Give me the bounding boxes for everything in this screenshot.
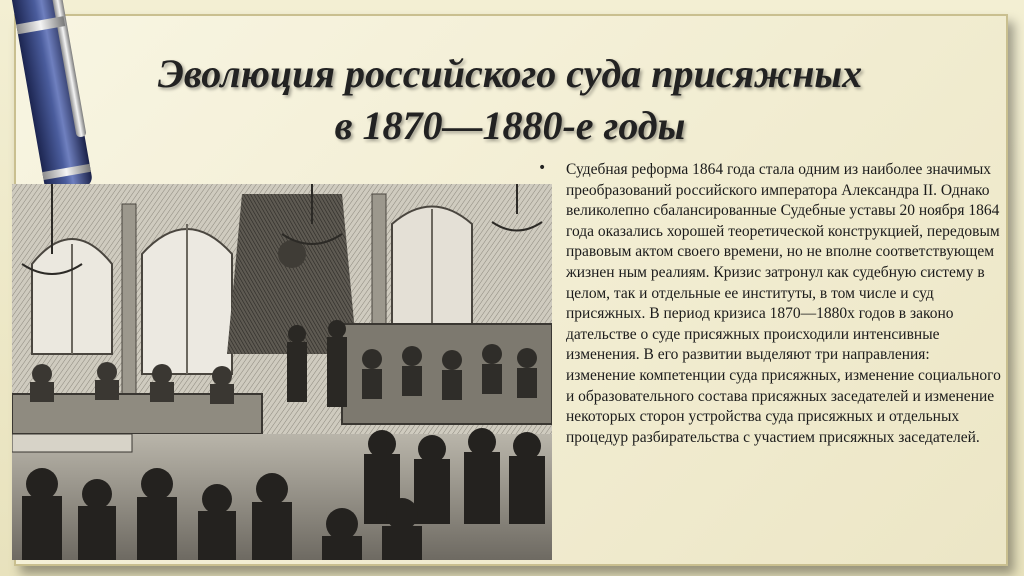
bullet-marker: • bbox=[538, 160, 547, 176]
courtroom-engraving-graphic bbox=[12, 184, 552, 560]
slide-title bbox=[70, 48, 950, 152]
courtroom-illustration bbox=[12, 184, 552, 560]
body-text-block bbox=[538, 160, 1002, 448]
title-line-1: Эволюция российского суда присяжных bbox=[157, 51, 863, 96]
title-line-2: в 1870—1880-е годы bbox=[334, 103, 686, 148]
body-paragraph: Судебная реформа 1864 года стала одним из наиболее значимых преобразований российского императора Александра II. Однако великолепно сбалансированные Судебные уставы 20 ноября 1864 года оказались хорошей теоретической конструкцией, передовым правовым актом своего времени, но не вполне соответствующем жизнен ным реалиям. Кризис затронул как судебную систему в целом, так и отдельные ее институты, в том числе и суд присяжных. В период кризиса 1870—1880х годов в законо дательстве о суде присяжных происходили интенсивные изменения. В его развитии выделяют три направления: изменение компетенции суда присяжных, изменение социального и образовательного состава присяжных заседателей и изменение некоторых сторон устройства суда присяжных и отдельных процедур разбирательства с участием присяжных заседателей. bbox=[566, 161, 1001, 446]
